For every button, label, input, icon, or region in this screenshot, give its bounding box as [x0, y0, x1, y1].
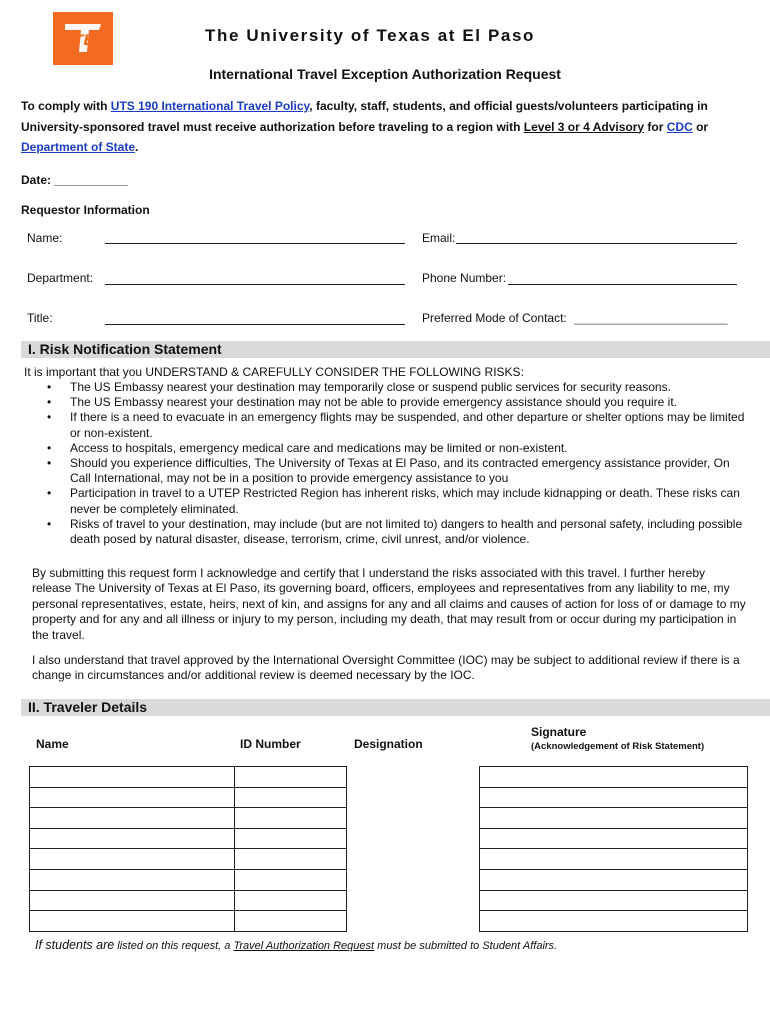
column-header-signature-sub: (Acknowledgement of Risk Statement)	[531, 741, 705, 752]
table-row	[30, 787, 748, 808]
table-row	[30, 911, 748, 932]
table-row	[30, 828, 748, 849]
intro-text: To comply with	[21, 99, 111, 113]
traveler-id-cell[interactable]	[235, 787, 347, 808]
traveler-id-cell[interactable]	[235, 767, 347, 788]
list-item	[44, 410, 749, 440]
traveler-signature-cell[interactable]	[480, 767, 748, 788]
name-label: Name:	[27, 231, 63, 245]
table-row	[30, 767, 748, 788]
bullet: •	[47, 486, 52, 501]
list-item	[44, 441, 749, 456]
bullet: •	[47, 410, 52, 425]
ioc-review-paragraph: I also understand that travel approved by the International Oversight Committee (IOC) may be subject to additional review if there is a change in circumstances and/or additional review is deemed necessary by the IOC.	[32, 653, 740, 683]
traveler-signature-cell[interactable]	[480, 808, 748, 829]
traveler-section-title: II. Traveler Details	[28, 699, 148, 715]
risk-item-text: Access to hospitals, emergency medical care and medications may be limited or non-existent.	[70, 440, 568, 455]
traveler-id-cell[interactable]	[235, 911, 347, 932]
traveler-signature-cell[interactable]	[480, 890, 748, 911]
title-label: Title:	[27, 311, 53, 325]
email-label: Email:	[422, 231, 456, 245]
intro-text: for	[644, 119, 667, 134]
acknowledgement-paragraph: By submitting this request form I acknowledge and certify that I understand the risks associated with this travel. I further hereby release The University of Texas at El Paso, its governing board, officers, employees and representatives from any liability to me, my personal representatives, estate, heirs, next of kin, and assigns for any and all claims and causes of action for loss of or damage to my property and for any and all illness or injury to my person, including my death, that may result from or occur during my participation in the travel.	[32, 566, 746, 642]
phone-field[interactable]	[508, 284, 737, 285]
footnote-text: listed on this request, a	[114, 940, 234, 952]
traveler-name-cell[interactable]	[30, 828, 235, 849]
intro-text: or	[692, 119, 709, 134]
svg-text:UTEP: UTEP	[62, 33, 104, 49]
table-row	[30, 808, 748, 829]
requestor-heading: Requestor Information	[21, 203, 150, 217]
traveler-name-cell[interactable]	[30, 808, 235, 829]
traveler-signature-cell[interactable]	[480, 787, 748, 808]
traveler-id-cell[interactable]	[235, 849, 347, 870]
risk-item-text: The US Embassy nearest your destination may not be able to provide emergency assistance should you require it.	[70, 395, 677, 410]
bullet: •	[47, 456, 52, 471]
traveler-id-cell[interactable]	[235, 869, 347, 890]
traveler-name-cell[interactable]	[30, 890, 235, 911]
footnote-text: must be submitted to Student Affairs.	[374, 940, 558, 952]
traveler-designation-cell[interactable]	[347, 808, 480, 829]
footnote-text: If students are	[35, 938, 115, 952]
email-field[interactable]	[456, 243, 737, 244]
traveler-designation-cell[interactable]	[347, 911, 480, 932]
risk-list	[44, 380, 749, 547]
bullet: •	[47, 440, 52, 455]
contact-field[interactable]: _______________________	[574, 311, 728, 325]
traveler-designation-cell[interactable]	[347, 849, 480, 870]
name-field[interactable]	[105, 243, 405, 244]
column-header-signature: Signature	[531, 725, 587, 739]
intro-text: , faculty, staff, students, and official guests/volunteers participating in University-sponsored travel must receive authorization before traveling to a region with	[21, 99, 708, 134]
traveler-designation-cell[interactable]	[347, 787, 480, 808]
student-affairs-footnote	[35, 938, 557, 952]
traveler-table	[29, 766, 748, 932]
traveler-signature-cell[interactable]	[480, 849, 748, 870]
traveler-signature-cell[interactable]	[480, 869, 748, 890]
intro-text: .	[135, 140, 139, 154]
column-header-designation: Designation	[354, 737, 423, 751]
intro-paragraph	[21, 96, 751, 158]
column-header-id: ID Number	[240, 737, 301, 751]
bullet: •	[47, 380, 52, 394]
form-subtitle: International Travel Exception Authorization Request	[209, 66, 561, 82]
risk-item-text: Participation in travel to a UTEP Restricted Region has inherent risks, which may include kidnapping or death. These risks can never be completely eliminated.	[70, 486, 740, 516]
traveler-id-cell[interactable]	[235, 828, 347, 849]
risk-item-text: Risks of travel to your destination, may include (but are not limited to) dangers to health and personal safety, including possible death posed by natural disaster, disease, terrorism, crime, civil unrest, and/or violence.	[70, 516, 743, 547]
traveler-name-cell[interactable]	[30, 911, 235, 932]
bullet: •	[47, 516, 52, 531]
traveler-signature-cell[interactable]	[480, 911, 748, 932]
cdc-link[interactable]: CDC	[666, 119, 693, 134]
traveler-designation-cell[interactable]	[347, 890, 480, 911]
traveler-signature-cell[interactable]	[480, 828, 748, 849]
column-header-name: Name	[36, 737, 69, 751]
traveler-name-cell[interactable]	[30, 767, 235, 788]
department-label: Department:	[27, 271, 94, 285]
list-item	[44, 395, 749, 410]
list-item	[44, 517, 749, 547]
traveler-id-cell[interactable]	[235, 808, 347, 829]
risk-item-text: The US Embassy nearest your destination may temporarily close or suspend public services for security reasons.	[70, 380, 671, 394]
traveler-designation-cell[interactable]	[347, 828, 480, 849]
risk-lead-text: It is important that you UNDERSTAND & CAREFULLY CONSIDER THE FOLLOWING RISKS:	[24, 365, 524, 379]
advisory-level-text: Level 3 or 4 Advisory	[523, 119, 645, 134]
traveler-id-cell[interactable]	[235, 890, 347, 911]
traveler-name-cell[interactable]	[30, 787, 235, 808]
department-of-state-link[interactable]: Department of State	[21, 140, 136, 154]
traveler-name-cell[interactable]	[30, 849, 235, 870]
contact-label: Preferred Mode of Contact:	[422, 311, 567, 325]
table-row	[30, 890, 748, 911]
table-row	[30, 869, 748, 890]
list-item	[44, 486, 749, 516]
risk-item-text: If there is a need to evacuate in an emergency flights may be suspended, and other departure or shelter options may be limited or non-existent.	[70, 410, 745, 440]
list-item	[44, 380, 749, 395]
traveler-name-cell[interactable]	[30, 869, 235, 890]
title-field[interactable]	[105, 324, 405, 325]
travel-authorization-link[interactable]: Travel Authorization Request	[233, 940, 375, 952]
table-row	[30, 849, 748, 870]
risk-item-text: Should you experience difficulties, The University of Texas at El Paso, and its contracted emergency assistance provider, On Call International, may not be in a position to provide emergency assistance to you	[70, 456, 730, 486]
uts190-policy-link[interactable]: UTS 190 International Travel Policy	[110, 99, 310, 113]
bullet: •	[47, 395, 52, 410]
phone-label: Phone Number:	[422, 271, 507, 285]
risk-section-title: I. Risk Notification Statement	[28, 341, 222, 357]
list-item	[44, 456, 749, 486]
date-field[interactable]: Date: ___________	[21, 173, 128, 187]
traveler-designation-cell[interactable]	[347, 767, 480, 788]
page-title: The University of Texas at El Paso	[205, 26, 535, 45]
traveler-designation-cell[interactable]	[347, 869, 480, 890]
department-field[interactable]	[105, 284, 405, 285]
